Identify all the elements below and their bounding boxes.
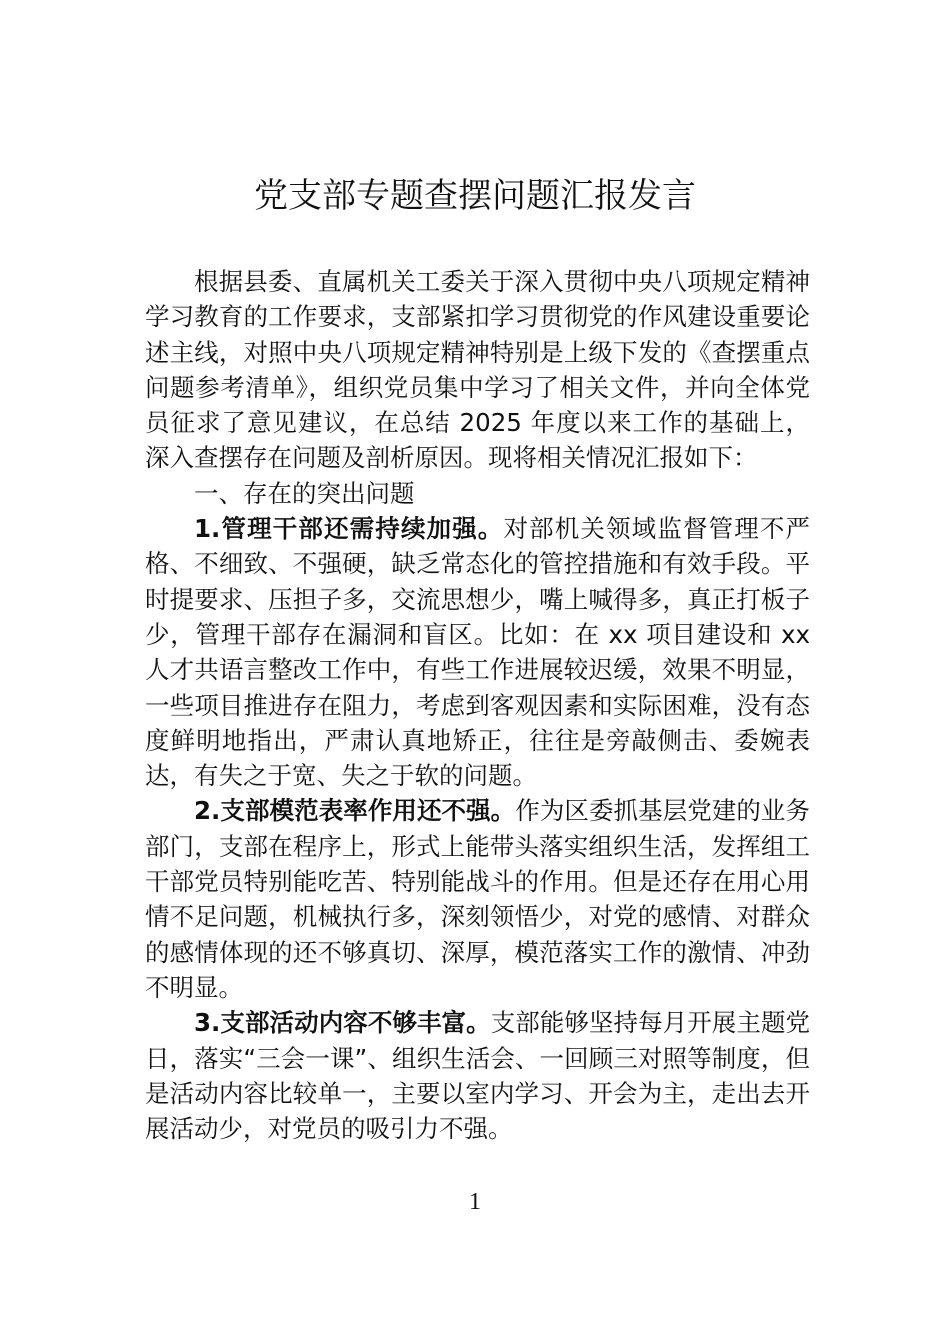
problem-item-3 — [145, 1005, 810, 1146]
section-heading: 一、存在的突出问题 — [194, 478, 415, 508]
problem-item-2-lead: 2.支部模范表率作用还不强。 — [194, 796, 516, 826]
problem-item-2-text: 作为区委抓基层党建的业务部门，支部在程序上，形式上能带头落实组织生活，发挥组工干部党员特别能吃苦、特别能战斗的作用。但是还存在用心用情不足问题，机械执行多，深刻领悟少，对党的感情、对群众的感情体现的还不够真切、深厚，模范落实工作的激情、冲劲不明显。 — [145, 796, 811, 1002]
document-body — [145, 264, 810, 1146]
document-title: 党支部专题查摆问题汇报发言 — [254, 176, 696, 216]
intro-paragraph: 根据县委、直属机关工委关于深入贯彻中央八项规定精神学习教育的工作要求，支部紧扣学习贯彻党的作风建设重要论述主线，对照中央八项规定精神特别是上级下发的《查摆重点问题参考清单》，组织党员集中学习了相关文件，并向全体党员征求了意见建议，在总结 2025 年度以来工作的基础上，深入查摆存在问题及剖析原因。现将相关情况汇报如下： — [145, 267, 810, 473]
problem-item-3-text: 支部能够坚持每月开展主题党日，落实“三会一课”、组织生活会、一回顾三对照等制度，但是活动内容比较单一，主要以室内学习、开会为主，走出去开展活动少，对党员的吸引力不强。 — [145, 1008, 811, 1144]
problem-item-3-lead: 3.支部活动内容不够丰富。 — [194, 1008, 491, 1038]
page-number: 1 — [469, 1189, 481, 1215]
problem-item-1 — [145, 511, 810, 793]
problem-item-1-lead: 1.管理干部还需持续加强。 — [194, 514, 504, 544]
problem-item-1-text: 对部机关领域监督管理不严格、不细致、不强硬，缺乏常态化的管控措施和有效手段。平时提要求、压担子多，交流思想少，嘴上喊得多，真正打板子少，管理干部存在漏洞和盲区。比如：在 xx 项目建设和 xx 人才共语言整改工作中，有些工作进展较迟缓，效果不明显，一些项目推进存在阻力，考虑到客观因素和实际困难，没有态度鲜明地指出，严肃认真地矫正，往往是旁敲侧击、委婉表达，有失之于宽、失之于软的问题。 — [145, 514, 811, 791]
problem-item-2 — [145, 793, 810, 1005]
